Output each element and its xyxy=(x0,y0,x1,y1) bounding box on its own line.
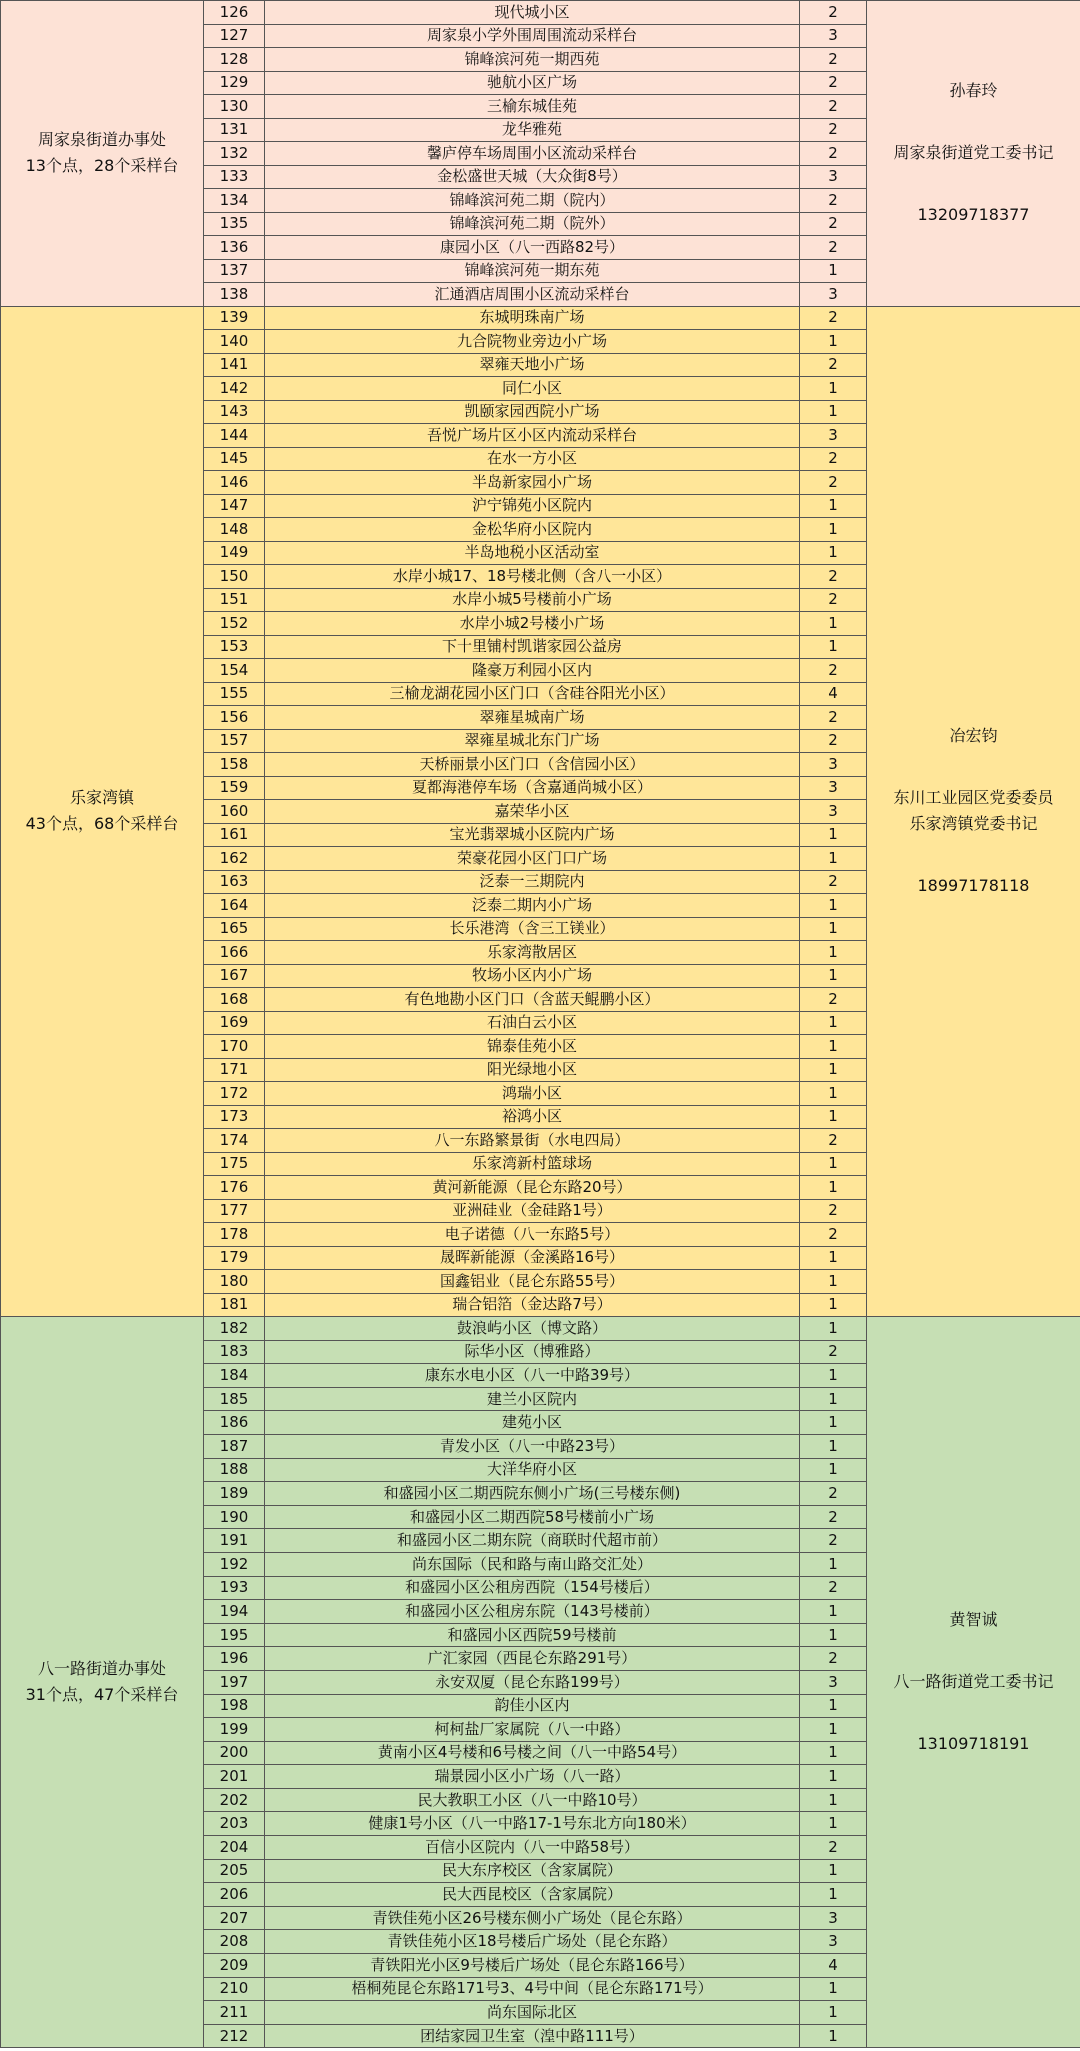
site-name: 鼓浪屿小区（博文路） xyxy=(265,1317,800,1341)
site-name: 和盛园小区公租房东院（143号楼前） xyxy=(265,1600,800,1624)
site-name: 水岸小城17、18号楼北侧（含八一小区） xyxy=(265,565,800,589)
site-number: 160 xyxy=(204,800,265,824)
site-number: 201 xyxy=(204,1765,265,1789)
site-number: 178 xyxy=(204,1223,265,1247)
station-count: 1 xyxy=(800,1152,867,1176)
site-name: 有色地勘小区门口（含蓝天鲲鹏小区） xyxy=(265,988,800,1012)
site-name: 锦峰滨河苑一期东苑 xyxy=(265,259,800,283)
district-summary: 43个点，68个采样台 xyxy=(25,814,179,834)
district-summary: 13个点，28个采样台 xyxy=(25,156,179,176)
site-name: 隆豪万利园小区内 xyxy=(265,659,800,683)
station-count: 1 xyxy=(800,1270,867,1294)
station-count: 1 xyxy=(800,1718,867,1742)
site-name: 泛泰一三期院内 xyxy=(265,870,800,894)
station-count: 1 xyxy=(800,917,867,941)
site-number: 135 xyxy=(204,212,265,236)
station-count: 2 xyxy=(800,565,867,589)
station-count: 2 xyxy=(800,1505,867,1529)
site-name: 下十里铺村凯谐家园公益房 xyxy=(265,635,800,659)
contact-gap xyxy=(867,1633,1080,1669)
site-number: 207 xyxy=(204,1906,265,1930)
site-number: 140 xyxy=(204,330,265,354)
district-name: 周家泉街道办事处 xyxy=(37,130,166,150)
site-number: 141 xyxy=(204,353,265,377)
site-number: 167 xyxy=(204,964,265,988)
site-number: 159 xyxy=(204,776,265,800)
site-name: 锦峰滨河苑二期（院外） xyxy=(265,212,800,236)
site-name: 国鑫铝业（昆仑东路55号） xyxy=(265,1270,800,1294)
site-number: 131 xyxy=(204,118,265,142)
station-count: 2 xyxy=(800,1647,867,1671)
station-count: 1 xyxy=(800,1458,867,1482)
station-count: 1 xyxy=(800,1293,867,1317)
contact-cell xyxy=(867,306,1080,1317)
site-name: 东城明珠南广场 xyxy=(265,306,800,330)
site-number: 137 xyxy=(204,259,265,283)
site-name: 和盛园小区二期东院（商联时代超市前） xyxy=(265,1529,800,1553)
station-count: 2 xyxy=(800,1529,867,1553)
site-name: 翠雍星城北东门广场 xyxy=(265,729,800,753)
station-count: 2 xyxy=(800,1129,867,1153)
station-count: 1 xyxy=(800,1387,867,1411)
contact-title: 周家泉街道党工委书记 xyxy=(893,143,1054,163)
site-number: 190 xyxy=(204,1505,265,1529)
site-name: 民大西昆校区（含家属院） xyxy=(265,1883,800,1907)
site-name: 馨庐停车场周围小区流动采样台 xyxy=(265,142,800,166)
site-name: 梧桐苑昆仑东路171号3、4号中间（昆仑东路171号） xyxy=(265,1977,800,2001)
site-name: 沪宁锦苑小区院内 xyxy=(265,494,800,518)
station-count: 2 xyxy=(800,471,867,495)
station-count: 2 xyxy=(800,729,867,753)
site-name: 金松盛世天城（大众街8号） xyxy=(265,165,800,189)
site-number: 127 xyxy=(204,24,265,48)
site-number: 196 xyxy=(204,1647,265,1671)
district-summary: 31个点，47个采样台 xyxy=(25,1685,179,1705)
site-number: 177 xyxy=(204,1199,265,1223)
station-count: 1 xyxy=(800,1788,867,1812)
site-number: 153 xyxy=(204,635,265,659)
site-name: 大洋华府小区 xyxy=(265,1458,800,1482)
station-count: 3 xyxy=(800,753,867,777)
contact-gap xyxy=(867,1695,1080,1731)
site-name: 九合院物业旁边小广场 xyxy=(265,330,800,354)
station-count: 1 xyxy=(800,1364,867,1388)
site-number: 166 xyxy=(204,941,265,965)
site-name: 驰航小区广场 xyxy=(265,71,800,95)
site-name: 吾悦广场片区小区内流动采样台 xyxy=(265,424,800,448)
contact-gap xyxy=(867,166,1080,202)
site-number: 183 xyxy=(204,1340,265,1364)
site-number: 198 xyxy=(204,1694,265,1718)
contact-gap xyxy=(867,749,1080,785)
site-name: 尚东国际北区 xyxy=(265,2001,800,2025)
site-name: 天桥丽景小区门口（含信园小区） xyxy=(265,753,800,777)
site-number: 191 xyxy=(204,1529,265,1553)
station-count: 2 xyxy=(800,988,867,1012)
site-name: 尚东国际（民和路与南山路交汇处） xyxy=(265,1552,800,1576)
station-count: 1 xyxy=(800,1694,867,1718)
station-count: 1 xyxy=(800,1317,867,1341)
site-name: 石油白云小区 xyxy=(265,1011,800,1035)
district-name: 八一路街道办事处 xyxy=(37,1659,166,1679)
site-number: 145 xyxy=(204,447,265,471)
station-count: 1 xyxy=(800,1859,867,1883)
site-number: 206 xyxy=(204,1883,265,1907)
site-name: 夏都海港停车场（含嘉通尚城小区） xyxy=(265,776,800,800)
site-name: 乐家湾新村篮球场 xyxy=(265,1152,800,1176)
site-number: 157 xyxy=(204,729,265,753)
station-count: 2 xyxy=(800,447,867,471)
site-number: 179 xyxy=(204,1246,265,1270)
site-number: 175 xyxy=(204,1152,265,1176)
site-number: 195 xyxy=(204,1623,265,1647)
site-number: 146 xyxy=(204,471,265,495)
site-name: 和盛园小区二期西院东侧小广场(三号楼东侧) xyxy=(265,1482,800,1506)
station-count: 3 xyxy=(800,1930,867,1954)
station-count: 2 xyxy=(800,142,867,166)
site-number: 169 xyxy=(204,1011,265,1035)
site-number: 150 xyxy=(204,565,265,589)
site-number: 148 xyxy=(204,518,265,542)
site-name: 青发小区（八一中路23号） xyxy=(265,1434,800,1458)
station-count: 2 xyxy=(800,1,867,25)
station-count: 4 xyxy=(800,682,867,706)
station-count: 1 xyxy=(800,1011,867,1035)
station-count: 2 xyxy=(800,71,867,95)
site-name: 牧场小区内小广场 xyxy=(265,964,800,988)
station-count: 1 xyxy=(800,1246,867,1270)
site-name: 和盛园小区二期西院58号楼前小广场 xyxy=(265,1505,800,1529)
station-count: 3 xyxy=(800,776,867,800)
site-number: 128 xyxy=(204,48,265,72)
station-count: 2 xyxy=(800,1576,867,1600)
station-count: 2 xyxy=(800,1223,867,1247)
site-number: 143 xyxy=(204,400,265,424)
station-count: 1 xyxy=(800,1082,867,1106)
site-number: 174 xyxy=(204,1129,265,1153)
station-count: 1 xyxy=(800,1600,867,1624)
contact-title: 乐家湾镇党委书记 xyxy=(909,814,1038,834)
site-number: 192 xyxy=(204,1552,265,1576)
site-name: 瑞景园小区小广场（八一路） xyxy=(265,1765,800,1789)
site-name: 和盛园小区公租房西院（154号楼后） xyxy=(265,1576,800,1600)
site-number: 132 xyxy=(204,142,265,166)
station-count: 1 xyxy=(800,847,867,871)
station-count: 2 xyxy=(800,212,867,236)
site-name: 长乐港湾（含三工镁业） xyxy=(265,917,800,941)
station-count: 3 xyxy=(800,800,867,824)
contact-phone: 18997178118 xyxy=(917,876,1030,896)
table-row xyxy=(1,1,1080,25)
site-name: 嘉荣华小区 xyxy=(265,800,800,824)
site-name: 康东水电小区（八一中路39号） xyxy=(265,1364,800,1388)
contact-cell xyxy=(867,1,1080,307)
site-number: 165 xyxy=(204,917,265,941)
site-number: 211 xyxy=(204,2001,265,2025)
site-number: 199 xyxy=(204,1718,265,1742)
contact-person: 孙春玲 xyxy=(949,81,998,101)
station-count: 1 xyxy=(800,259,867,283)
site-number: 186 xyxy=(204,1411,265,1435)
station-count: 2 xyxy=(800,706,867,730)
site-number: 194 xyxy=(204,1600,265,1624)
site-name: 半岛地税小区活动室 xyxy=(265,541,800,565)
station-count: 3 xyxy=(800,1906,867,1930)
station-count: 1 xyxy=(800,400,867,424)
station-count: 1 xyxy=(800,1741,867,1765)
station-count: 3 xyxy=(800,283,867,307)
site-name: 柯柯盐厂家属院（八一中路） xyxy=(265,1718,800,1742)
site-name: 际华小区（博雅路） xyxy=(265,1340,800,1364)
station-count: 3 xyxy=(800,424,867,448)
table-body xyxy=(1,1,1080,2048)
site-number: 185 xyxy=(204,1387,265,1411)
site-number: 138 xyxy=(204,283,265,307)
site-number: 171 xyxy=(204,1058,265,1082)
site-name: 建苑小区 xyxy=(265,1411,800,1435)
site-name: 鸿瑞小区 xyxy=(265,1082,800,1106)
station-count: 2 xyxy=(800,353,867,377)
station-count: 2 xyxy=(800,48,867,72)
district-cell xyxy=(1,1317,204,2048)
station-count: 3 xyxy=(800,1670,867,1694)
site-number: 180 xyxy=(204,1270,265,1294)
site-number: 158 xyxy=(204,753,265,777)
site-number: 188 xyxy=(204,1458,265,1482)
site-number: 130 xyxy=(204,95,265,119)
contact-gap xyxy=(867,837,1080,873)
site-name: 金松华府小区院内 xyxy=(265,518,800,542)
site-number: 164 xyxy=(204,894,265,918)
station-count: 1 xyxy=(800,894,867,918)
station-count: 1 xyxy=(800,941,867,965)
site-number: 144 xyxy=(204,424,265,448)
site-name: 康园小区（八一西路82号） xyxy=(265,236,800,260)
site-name: 水岸小城5号楼前小广场 xyxy=(265,588,800,612)
site-number: 129 xyxy=(204,71,265,95)
contact-title: 东川工业园区党委委员 xyxy=(893,788,1054,808)
station-count: 1 xyxy=(800,2001,867,2025)
site-number: 151 xyxy=(204,588,265,612)
site-number: 205 xyxy=(204,1859,265,1883)
station-count: 2 xyxy=(800,1836,867,1860)
station-count: 2 xyxy=(800,1482,867,1506)
site-number: 163 xyxy=(204,870,265,894)
site-number: 126 xyxy=(204,1,265,25)
site-name: 三榆东城佳苑 xyxy=(265,95,800,119)
site-number: 154 xyxy=(204,659,265,683)
site-number: 142 xyxy=(204,377,265,401)
station-count: 1 xyxy=(800,1035,867,1059)
table-row xyxy=(1,1317,1080,1341)
station-count: 1 xyxy=(800,541,867,565)
site-name: 阳光绿地小区 xyxy=(265,1058,800,1082)
district-name: 乐家湾镇 xyxy=(69,788,134,808)
site-name: 周家泉小学外围周围流动采样台 xyxy=(265,24,800,48)
station-count: 1 xyxy=(800,1812,867,1836)
station-count: 3 xyxy=(800,24,867,48)
site-number: 181 xyxy=(204,1293,265,1317)
site-number: 212 xyxy=(204,2024,265,2048)
site-name: 水岸小城2号楼小广场 xyxy=(265,612,800,636)
site-name: 同仁小区 xyxy=(265,377,800,401)
station-count: 1 xyxy=(800,1883,867,1907)
site-name: 在水一方小区 xyxy=(265,447,800,471)
site-name: 凯颐家园西院小广场 xyxy=(265,400,800,424)
station-count: 2 xyxy=(800,659,867,683)
station-count: 1 xyxy=(800,1105,867,1129)
station-count: 2 xyxy=(800,1199,867,1223)
site-number: 208 xyxy=(204,1930,265,1954)
station-count: 1 xyxy=(800,823,867,847)
site-name: 永安双厦（昆仑东路199号） xyxy=(265,1670,800,1694)
site-number: 189 xyxy=(204,1482,265,1506)
site-number: 149 xyxy=(204,541,265,565)
site-name: 泛泰二期内小广场 xyxy=(265,894,800,918)
station-count: 2 xyxy=(800,588,867,612)
site-number: 170 xyxy=(204,1035,265,1059)
site-number: 147 xyxy=(204,494,265,518)
site-name: 和盛园小区西院59号楼前 xyxy=(265,1623,800,1647)
station-count: 2 xyxy=(800,118,867,142)
station-count: 4 xyxy=(800,1954,867,1978)
contact-person: 黄智诚 xyxy=(949,1610,998,1630)
site-name: 黄南小区4号楼和6号楼之间（八一中路54号） xyxy=(265,1741,800,1765)
site-number: 200 xyxy=(204,1741,265,1765)
site-number: 193 xyxy=(204,1576,265,1600)
district-cell xyxy=(1,1,204,307)
site-number: 162 xyxy=(204,847,265,871)
site-name: 团结家园卫生室（湟中路111号） xyxy=(265,2024,800,2048)
site-number: 187 xyxy=(204,1434,265,1458)
district-cell xyxy=(1,306,204,1317)
contact-cell xyxy=(867,1317,1080,2048)
site-name: 现代城小区 xyxy=(265,1,800,25)
site-name: 广汇家园（西昆仑东路291号） xyxy=(265,1647,800,1671)
station-count: 1 xyxy=(800,1434,867,1458)
site-name: 宝光翡翠城小区院内广场 xyxy=(265,823,800,847)
site-number: 168 xyxy=(204,988,265,1012)
site-name: 健康1号小区（八一中路17-1号东北方向180米） xyxy=(265,1812,800,1836)
contact-phone: 13209718377 xyxy=(917,205,1030,225)
station-count: 1 xyxy=(800,1552,867,1576)
site-number: 209 xyxy=(204,1954,265,1978)
site-name: 晟晖新能源（金溪路16号） xyxy=(265,1246,800,1270)
site-name: 韵佳小区内 xyxy=(265,1694,800,1718)
site-number: 184 xyxy=(204,1364,265,1388)
station-count: 2 xyxy=(800,870,867,894)
station-count: 2 xyxy=(800,1340,867,1364)
site-number: 202 xyxy=(204,1788,265,1812)
station-count: 1 xyxy=(800,1411,867,1435)
site-number: 133 xyxy=(204,165,265,189)
site-name: 汇通酒店周围小区流动采样台 xyxy=(265,283,800,307)
site-number: 134 xyxy=(204,189,265,213)
site-name: 电子诺德（八一东路5号） xyxy=(265,1223,800,1247)
station-count: 1 xyxy=(800,1058,867,1082)
site-name: 亚洲硅业（金硅路1号） xyxy=(265,1199,800,1223)
site-number: 155 xyxy=(204,682,265,706)
site-name: 荣豪花园小区门口广场 xyxy=(265,847,800,871)
site-name: 瑞合铝箔（金达路7号） xyxy=(265,1293,800,1317)
site-number: 176 xyxy=(204,1176,265,1200)
table-row xyxy=(1,306,1080,330)
site-number: 136 xyxy=(204,236,265,260)
station-count: 1 xyxy=(800,2024,867,2048)
site-name: 锦峰滨河苑一期西苑 xyxy=(265,48,800,72)
site-name: 青铁阳光小区9号楼后广场处（昆仑东路166号） xyxy=(265,1954,800,1978)
site-name: 八一东路繁景街（水电四局） xyxy=(265,1129,800,1153)
site-number: 139 xyxy=(204,306,265,330)
site-name: 裕鸿小区 xyxy=(265,1105,800,1129)
site-name: 青铁佳苑小区18号楼后广场处（昆仑东路） xyxy=(265,1930,800,1954)
site-name: 民大东序校区（含家属院） xyxy=(265,1859,800,1883)
station-count: 1 xyxy=(800,1176,867,1200)
contact-phone: 13109718191 xyxy=(917,1734,1030,1754)
station-count: 3 xyxy=(800,165,867,189)
site-number: 173 xyxy=(204,1105,265,1129)
site-number: 203 xyxy=(204,1812,265,1836)
station-count: 1 xyxy=(800,1765,867,1789)
site-name: 青铁佳苑小区26号楼东侧小广场处（昆仑东路） xyxy=(265,1906,800,1930)
contact-title: 八一路街道党工委书记 xyxy=(893,1672,1054,1692)
site-name: 黄河新能源（昆仑东路20号） xyxy=(265,1176,800,1200)
station-count: 1 xyxy=(800,494,867,518)
site-name: 三榆龙湖花园小区门口（含硅谷阳光小区） xyxy=(265,682,800,706)
station-count: 1 xyxy=(800,964,867,988)
station-count: 1 xyxy=(800,635,867,659)
site-number: 172 xyxy=(204,1082,265,1106)
site-name: 乐家湾散居区 xyxy=(265,941,800,965)
site-number: 182 xyxy=(204,1317,265,1341)
site-name: 锦峰滨河苑二期（院内） xyxy=(265,189,800,213)
site-name: 半岛新家园小广场 xyxy=(265,471,800,495)
site-number: 210 xyxy=(204,1977,265,2001)
station-count: 1 xyxy=(800,518,867,542)
site-name: 翠雍天地小广场 xyxy=(265,353,800,377)
site-number: 161 xyxy=(204,823,265,847)
station-count: 2 xyxy=(800,306,867,330)
site-name: 民大教职工小区（八一中路10号） xyxy=(265,1788,800,1812)
station-count: 1 xyxy=(800,377,867,401)
site-name: 百信小区院内（八一中路58号） xyxy=(265,1836,800,1860)
station-count: 1 xyxy=(800,330,867,354)
site-name: 龙华雅苑 xyxy=(265,118,800,142)
site-name: 建兰小区院内 xyxy=(265,1387,800,1411)
site-number: 152 xyxy=(204,612,265,636)
site-number: 204 xyxy=(204,1836,265,1860)
contact-person: 冶宏钧 xyxy=(949,726,998,746)
site-number: 156 xyxy=(204,706,265,730)
station-count: 1 xyxy=(800,1623,867,1647)
station-count: 2 xyxy=(800,95,867,119)
site-name: 锦泰佳苑小区 xyxy=(265,1035,800,1059)
station-count: 2 xyxy=(800,236,867,260)
station-count: 2 xyxy=(800,189,867,213)
site-name: 翠雍星城南广场 xyxy=(265,706,800,730)
station-count: 1 xyxy=(800,1977,867,2001)
site-number: 197 xyxy=(204,1670,265,1694)
station-count: 1 xyxy=(800,612,867,636)
contact-gap xyxy=(867,104,1080,140)
